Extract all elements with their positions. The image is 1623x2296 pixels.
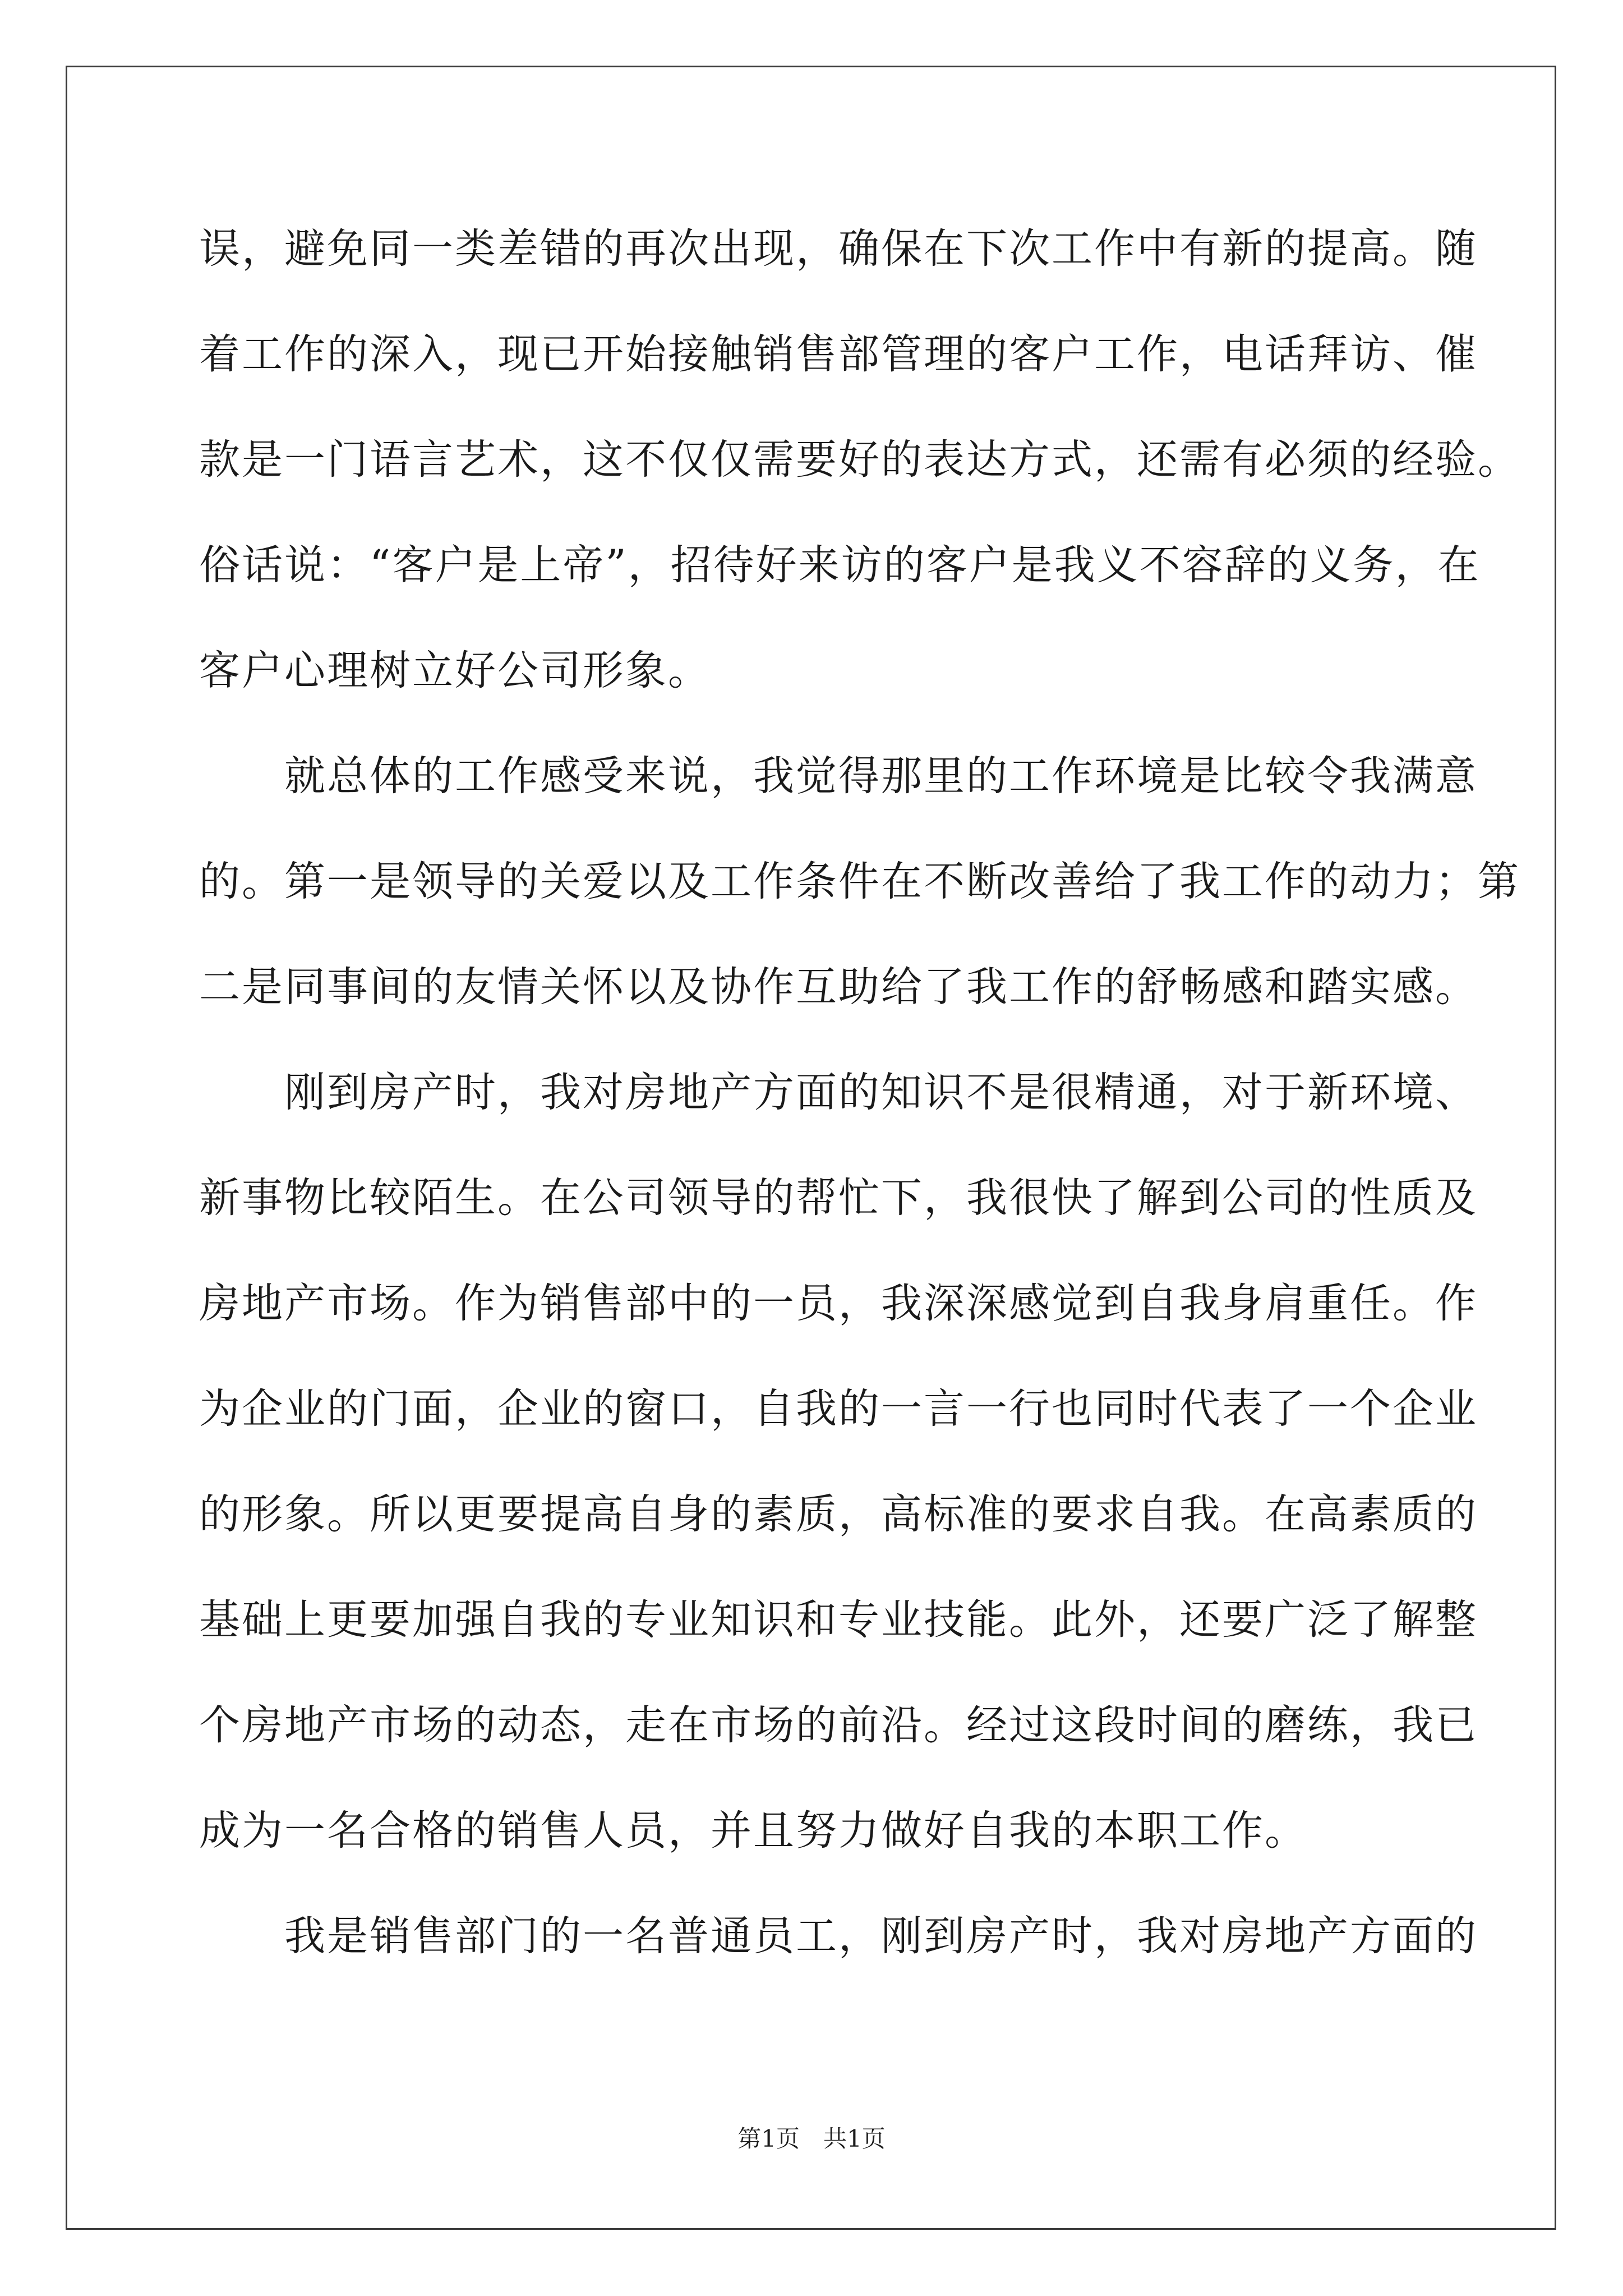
document-body	[199, 196, 1520, 1989]
text-line: 俗话说：“客户是上帝”，招待好来访的客户是我义不容辞的义务，在	[199, 541, 1481, 589]
text-line: 着工作的深入，现已开始接触销售部管理的客户工作，电话拜访、催	[199, 330, 1478, 378]
text-line: 的。第一是领导的关爱以及工作条件在不断改善给了我工作的动力；第	[199, 858, 1520, 905]
text-line: 个房地产市场的动态，走在市场的前沿。经过这段时间的磨练，我已	[199, 1701, 1478, 1749]
text-line: 款是一门语言艺术，这不仅仅需要好的表达方式，还需有必须的经验。	[199, 436, 1520, 484]
text-line: 基础上更要加强自我的专业知识和专业技能。此外，还要广泛了解整	[199, 1596, 1478, 1644]
text-line: 客户心理树立好公司形象。	[199, 647, 711, 694]
text-line: 刚到房产时，我对房地产方面的知识不是很精通，对于新环境、	[199, 1069, 1478, 1116]
text-line: 房地产市场。作为销售部中的一员，我深深感觉到自我身肩重任。作	[199, 1280, 1478, 1327]
text-line: 二是同事间的友情关怀以及协作互助给了我工作的舒畅感和踏实感。	[199, 963, 1478, 1011]
text-line: 新事物比较陌生。在公司领导的帮忙下，我很快了解到公司的性质及	[199, 1174, 1478, 1222]
text-line: 就总体的工作感受来说，我觉得那里的工作环境是比较令我满意	[199, 752, 1478, 800]
text-line: 的形象。所以更要提高自身的素质，高标准的要求自我。在高素质的	[199, 1490, 1478, 1538]
text-line: 为企业的门面，企业的窗口，自我的一言一行也同时代表了一个企业	[199, 1385, 1478, 1433]
text-line: 成为一名合格的销售人员，并且努力做好自我的本职工作。	[199, 1807, 1307, 1855]
page-footer: 第1页 共1页	[737, 2125, 886, 2152]
text-line: 我是销售部门的一名普通员工，刚到房产时，我对房地产方面的	[199, 1912, 1478, 1960]
text-line: 误，避免同一类差错的再次出现，确保在下次工作中有新的提高。随	[199, 225, 1478, 273]
